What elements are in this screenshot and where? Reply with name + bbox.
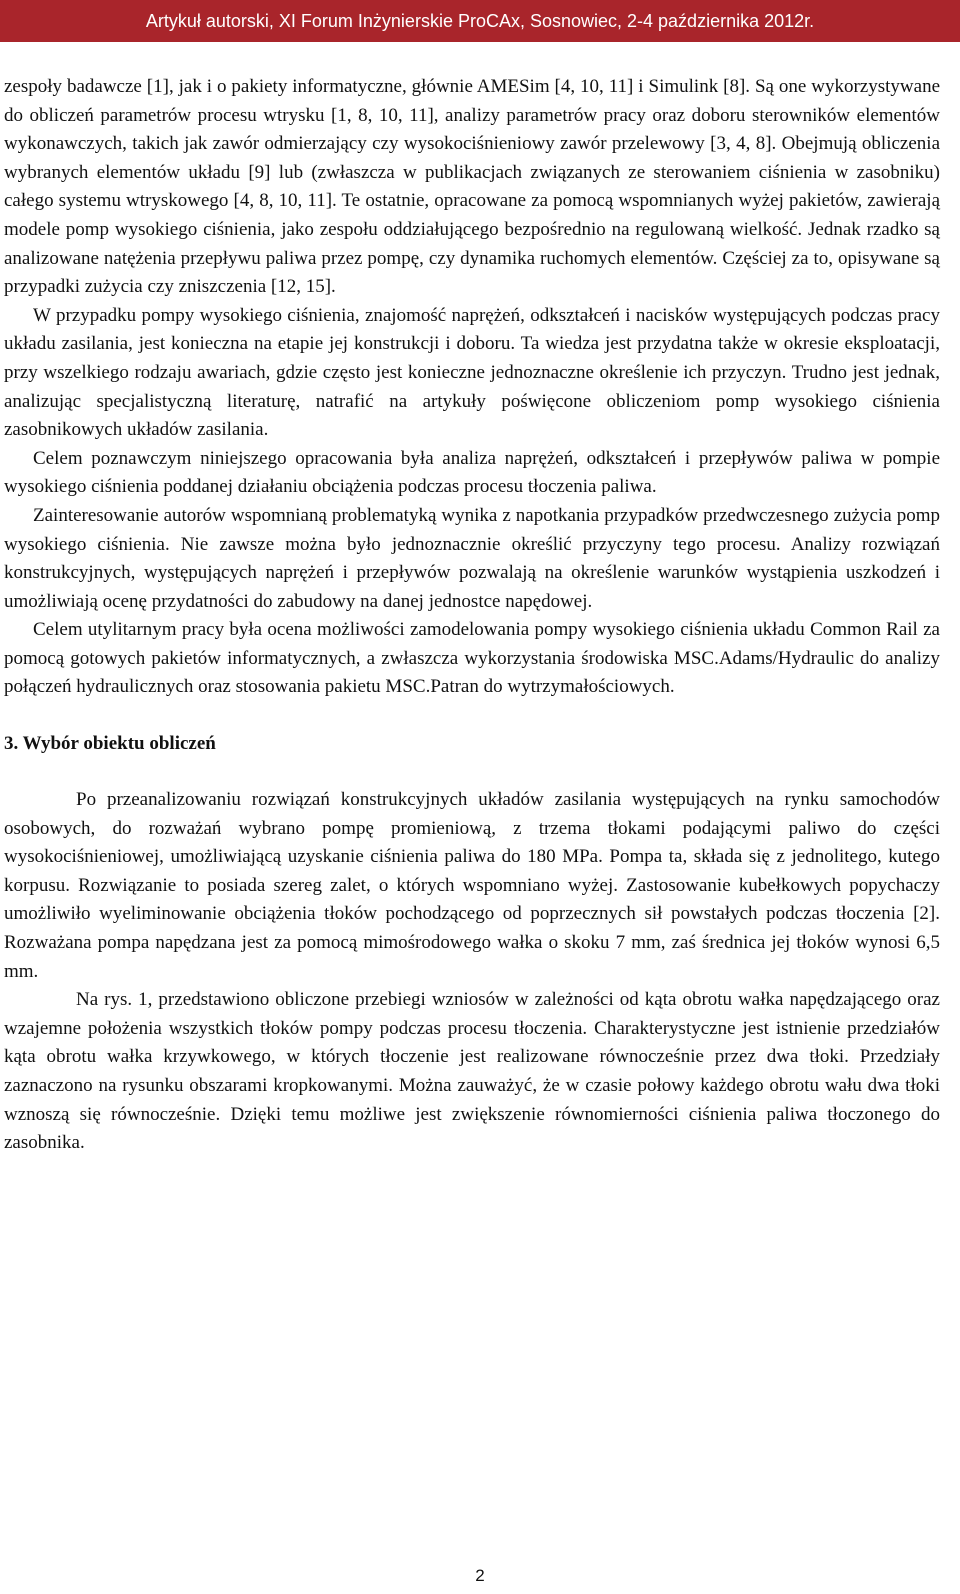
paragraph-authors-interest: Zainteresowanie autorów wspomnianą problematyką wynika z napotkania przypadków przedwczesnego zużycia pomp wysokiego ciśnienia. Nie zawsze można było jednoznacznie określić przyczyny tego procesu. Analizy rozwiązań konstrukcyjnych, występujących naprężeń i przepływów pozwalają na określenie warunków wystąpienia uszkodzeń i umożliwiają ocenę przydatności do zabudowy na danej jednostce napędowej. bbox=[4, 504, 940, 612]
paragraph-figure-description: Na rys. 1, przedstawiono obliczone przebiegi wzniosów w zależności od kąta obrotu wałka napędzającego oraz wzajemne położenia wszystkich tłoków pompy podczas procesu tłoczenia. Charakterystyczne jest istnienie przedziałów kąta obrotu wałka krzywkowego, w których tłoczenie jest realizowane równocześnie przez dwa tłoki. Przedziały zaznaczono na rysunku obszarami kropkowanymi. Można zauważyć, że w czasie połowy każdego obrotu wału dwa tłoki wznoszą się równocześnie. Dzięki temu możliwe jest zwiększenie równomierności ciśnienia paliwa tłoczonego do zasobnika. bbox=[4, 989, 940, 1154]
paragraph-cognitive-goal: Celem poznawczym niniejszego opracowania była analiza naprężeń, odkształceń i przepływów paliwa w pompie wysokiego ciśnienia poddanej działaniu obciążenia podczas procesu tłoczenia paliwa. bbox=[4, 447, 940, 498]
paragraph-intro-continuation: zespoły badawcze [1], jak i o pakiety informatyczne, głównie AMESim [4, 10, 11] i Simulink [8]. Są one wykorzystywane do obliczeń parametrów procesu wtrysku [1, 8, 10, 11], analizy parametrów pracy oraz doboru sterowników elementów wykonawczych, takich jak zawór odmierzający czy wysokociśnieniowy zawór przelewowy [3, 4, 8]. Obejmują obliczenia wybranych elementów układu [9] lub (zwłaszcza w publikacjach związanych ze sterowaniem ciśnienia w zasobniku) całego systemu wtryskowego [4, 8, 10, 11]. Te ostatnie, opracowane za pomocą wspomnianych wyżej pakietów, zawierają modele pomp wysokiego ciśnienia, jako zespołu oddziałującego bezpośrednio na regulowaną wielkość. Jednak rzadko są analizowane natężenia przepływu paliwa przez pompę, czy dynamika ruchomych elementów. Częściej za to, opisywane są przypadki zużycia czy zniszczenia [12, 15]. bbox=[4, 76, 940, 298]
page-number: 2 bbox=[475, 1566, 485, 1585]
article-body bbox=[4, 73, 940, 1158]
paragraph-pump-selection: Po przeanalizowaniu rozwiązań konstrukcyjnych układów zasilania występujących na rynku samochodów osobowych, do rozważań wybrano pompę promieniową, z trzema tłokami podającymi paliwo do części wysokociśnieniowej, umożliwiającą uzyskanie ciśnienia paliwa do 180 MPa. Pompa ta, składa się z jednolitego, kutego korpusu. Rozwiązanie to posiada szereg zalet, o których wspomniano wyżej. Zastosowanie kubełkowych popychaczy umożliwiło wyeliminowanie obciążenia tłoków pochodzącego od poprzecznych sił powstałych podczas tłoczenia [2]. Rozważana pompa napędzana jest za pomocą mimośrodowego wałka o skoku 7 mm, zaś średnica jej tłoków wynosi 6,5 mm. bbox=[4, 789, 940, 982]
paragraph-pump-stress: W przypadku pompy wysokiego ciśnienia, znajomość naprężeń, odkształceń i nacisków występujących podczas pracy układu zasilania, jest konieczna na etapie jej konstrukcji i doboru. Ta wiedza jest przydatna także w okresie eksploatacji, przy wszelkiego rodzaju awariach, gdzie często jest konieczne jednoznaczne określenie ich przyczyn. Trudno jest jednak, analizując specjalistyczną literaturę, natrafić na artykuły poświęcone obliczeniom pomp wysokiego ciśnienia zasobnikowych układów zasilania. bbox=[4, 304, 940, 441]
section-heading: 3. Wybór obiektu obliczeń bbox=[4, 733, 216, 755]
paragraph-utilitarian-goal: Celem utylitarnym pracy była ocena możliwości zamodelowania pompy wysokiego ciśnienia układu Common Rail za pomocą gotowych pakietów informatycznych, a zwłaszcza wykorzystania środowiska MSC.Adams/Hydraulic do analizy połączeń hydraulicznych oraz stosowania pakietu MSC.Patran do wytrzymałościowych. bbox=[4, 619, 940, 698]
conference-header: Artykuł autorski, XI Forum Inżynierskie ProCAx, Sosnowiec, 2-4 października 2012r. bbox=[0, 0, 960, 42]
